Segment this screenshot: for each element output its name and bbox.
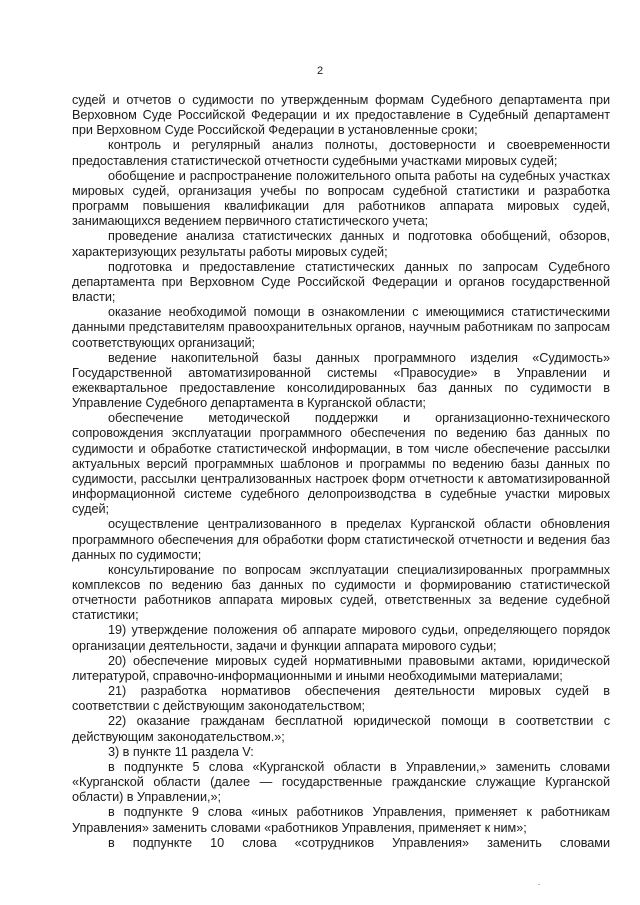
paragraph: подготовка и предоставление статистических данных по запросам Судебного департамента при Верховном Суде Российской Федерации и органов государственной власти;: [72, 259, 610, 305]
paragraph: проведение анализа статистических данных и подготовка обобщений, обзоров, характеризующих результаты работы мировых судей;: [72, 229, 610, 259]
paragraph: ведение накопительной базы данных программного изделия «Судимость» Государственной автоматизированной системы «Правосудие» в Управлении и ежеквартальное предоставление консолидированных баз данных по судимости в Управление Судебного департамента в Курганской области;: [72, 350, 610, 411]
paragraph: контроль и регулярный анализ полноты, достоверности и своевременности предоставления статистической отчетности судебными участками мировых судей;: [72, 138, 610, 168]
paragraph: 21) разработка нормативов обеспечения деятельности мировых судей в соответствии с действующим законодательством;: [72, 684, 610, 714]
document-body: [72, 93, 610, 851]
scan-artifact: [538, 884, 540, 885]
paragraph: в подпункте 9 слова «иных работников Управления, применяет к работникам Управления» заменить словами «работников Управления, применяет к ним»;: [72, 805, 610, 835]
paragraph: 3) в пункте 11 раздела V:: [108, 744, 254, 759]
paragraph: судей и отчетов о судимости по утвержденным формам Судебного департамента при Верховном Суде Российской Федерации и их предоставление в Судебный департамент при Верховном Суде Российской Федерации в установленные сроки;: [72, 93, 610, 138]
paragraph: обобщение и распространение положительного опыта работы на судебных участках мировых судей, организация учебы по вопросам судебной статистики и разработка программ повышения квалификации для работников аппарата мировых судей, занимающихся ведением первичного статистического учета;: [72, 168, 610, 229]
paragraph: 22) оказание гражданам бесплатной юридической помощи в соответствии с действующим законодательством.»;: [72, 714, 610, 744]
paragraph: в подпункте 10 слова «сотрудников Управления» заменить словами: [108, 835, 610, 850]
paragraph: в подпункте 5 слова «Курганской области в Управлении,» заменить словами «Курганской области (далее — государственные гражданские служащие Курганской области) в Управлении,»;: [72, 759, 610, 805]
paragraph: осуществление централизованного в пределах Курганской области обновления программного обеспечения для обработки форм статистической отчетности и ведения баз данных по судимости;: [72, 517, 610, 562]
paragraph: 20) обеспечение мировых судей нормативными правовыми актами, юридической литературой, справочно-информационными и иными необходимыми материалами;: [72, 653, 610, 683]
page-number: 2: [316, 65, 324, 77]
paragraph: консультирование по вопросам эксплуатации специализированных программных комплексов по ведению баз данных по судимости и формированию статистической отчетности работников аппарата мировых судей, ответственных за ведение судебной статистики;: [72, 562, 610, 623]
paragraph: оказание необходимой помощи в ознакомлении с имеющимися статистическими данными представителям правоохранительных органов, научным работникам по запросам соответствующих организаций;: [72, 305, 610, 350]
paragraph: 19) утверждение положения об аппарате мирового судьи, определяющего порядок организации деятельности, задачи и функции аппарата мирового судьи;: [72, 623, 610, 653]
paragraph: обеспечение методической поддержки и организационно-технического сопровождения эксплуатации программного обеспечения по ведению баз данных по судимости и обработке статистической информации, в том числе обеспечение рассылки актуальных версий программных шаблонов и программы по ведению базы данных по судимости, рассылки централизованных настроек форм отчетности к автоматизированной информационной системе судебного делопроизводства в судебные участки мировых судей;: [72, 411, 610, 517]
